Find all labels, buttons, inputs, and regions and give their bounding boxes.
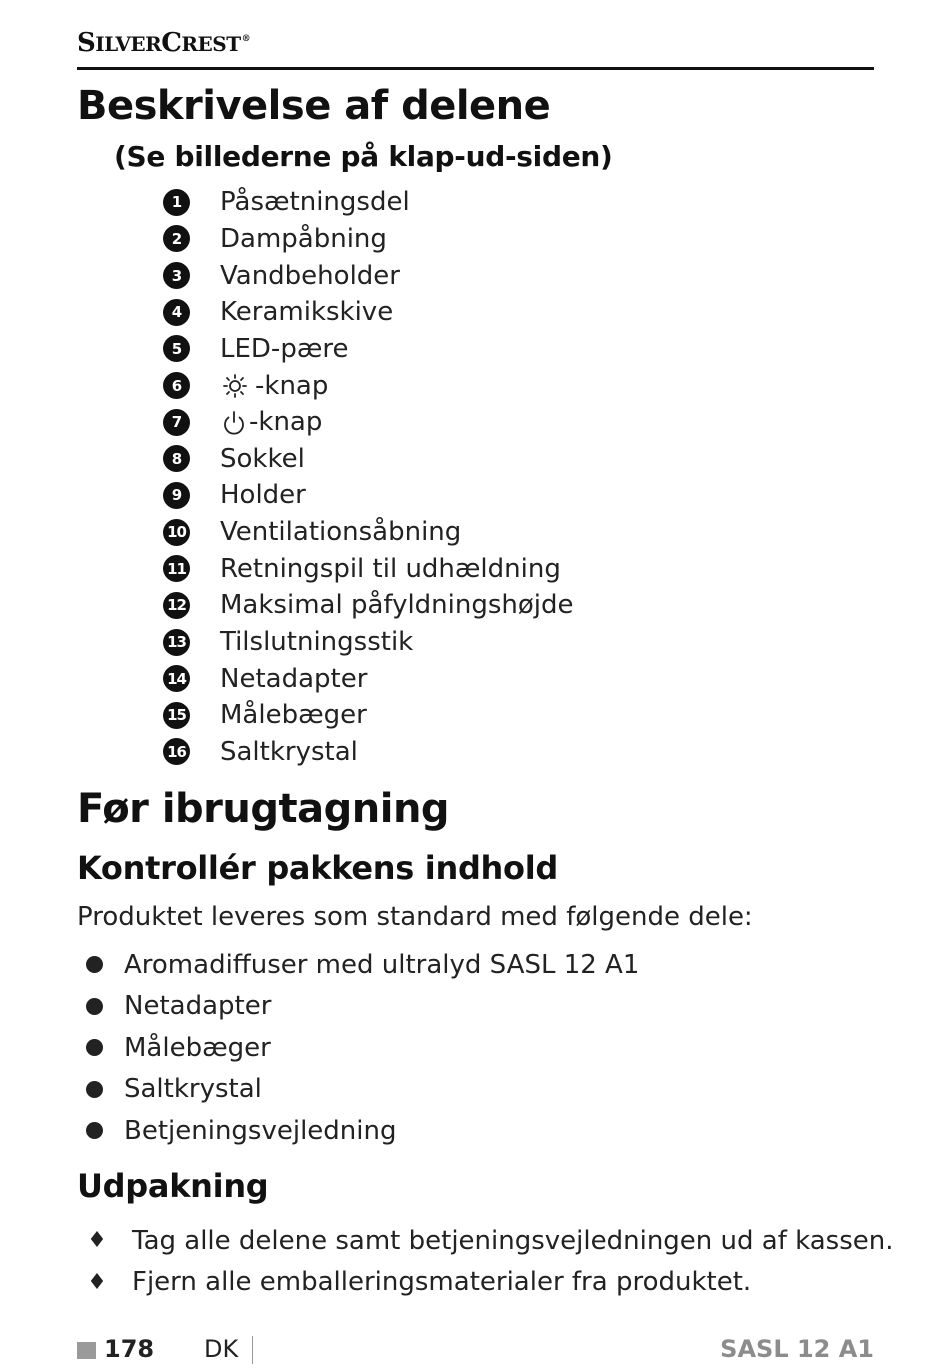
part-number-badge: 5 [163,335,190,362]
part-number-badge: 14 [163,665,190,692]
part-item [163,294,574,331]
part-label: Målebæger [220,700,367,731]
parts-list [163,184,574,770]
part-label: Dampåbning [220,223,387,254]
part-number-badge: 3 [163,262,190,289]
part-label: LED-pære [220,333,349,364]
list-item [86,1069,639,1111]
part-item [163,257,574,294]
section-subtitle-parts: (Se billederne på klap-ud-siden) [114,140,613,173]
list-item-label: Betjeningsvejledning [124,1115,397,1146]
package-contents-list [86,944,639,1152]
page-footer [77,1333,874,1369]
part-number-badge: 8 [163,445,190,472]
part-label: Saltkrystal [220,736,358,767]
part-number-badge: 12 [163,592,190,619]
diamond-bullet-icon: ♦ [87,1269,107,1295]
page-marker-icon [77,1342,96,1359]
list-item [86,944,639,986]
part-label: Maksimal påfyldningshøjde [220,590,574,621]
bullet-icon [86,1122,103,1139]
unpacking-steps-list [86,1220,894,1303]
part-number-badge: 11 [163,555,190,582]
brand-rest-2: REST [181,32,241,56]
diamond-bullet-icon: ♦ [87,1228,107,1254]
part-label: Vandbeholder [220,260,400,291]
step-label: Tag alle delene samt betjeningsvejledningen ud af kassen. [132,1225,894,1256]
registered-mark: ® [241,34,251,45]
part-label-with-icon [220,371,328,401]
part-label: Tilslutningsstik [220,627,414,657]
bullet-icon [86,1039,103,1056]
part-item [163,331,574,368]
bullet-icon [86,998,103,1015]
part-number-badge: 16 [163,738,190,765]
brand-logo [77,28,250,58]
part-item [163,404,574,441]
part-number-badge: 15 [163,702,190,729]
bullet-icon [86,1081,103,1098]
brand-cap-c: C [161,28,182,58]
part-number-badge: 9 [163,482,190,509]
part-item [163,734,574,771]
package-contents-intro: Produktet leveres som standard med følgende dele: [77,902,753,932]
part-item [163,221,574,258]
part-number-badge: 7 [163,409,190,436]
part-item [163,697,574,734]
part-number-badge: 2 [163,225,190,252]
list-item-label: Netadapter [124,991,272,1022]
section-title-before-use: Før ibrugtagning [77,786,450,832]
part-label-with-icon [220,407,322,437]
step-item [86,1220,894,1262]
part-item [163,477,574,514]
power-icon [220,409,248,435]
part-label: -knap [249,407,323,438]
sun-icon [220,373,254,399]
page-number: 178 [104,1335,155,1363]
part-item [163,550,574,587]
part-label: Netadapter [220,663,368,694]
brand-rest-1: ILVER [95,32,162,56]
part-item [163,184,574,221]
part-item [163,440,574,477]
part-label: Retningspil til udhældning [220,553,561,584]
list-item-label: Aromadiffuser med ultralyd SASL 12 A1 [124,949,640,980]
part-number-badge: 1 [163,189,190,216]
section-title-parts: Beskrivelse af delene [77,83,551,129]
part-item [163,367,574,404]
part-number-badge: 4 [163,299,190,326]
part-number-badge: 10 [163,519,190,546]
part-label: Holder [220,480,306,511]
part-number-badge: 13 [163,629,190,656]
part-label: Keramikskive [220,297,394,328]
list-item-label: Saltkrystal [124,1074,262,1105]
header-rule [77,67,874,70]
part-label: Sokkel [220,443,305,474]
subsection-title-package-contents: Kontrollér pakkens indhold [77,849,558,887]
step-item [86,1262,894,1304]
part-item [163,624,574,661]
list-item [86,986,639,1028]
bullet-icon [86,956,103,973]
part-label: Påsætningsdel [220,187,410,218]
list-item [86,1027,639,1069]
part-item [163,587,574,624]
section-title-unpacking: Udpakning [77,1167,269,1205]
footer-divider [252,1336,253,1364]
brand-cap-s: S [77,28,96,58]
part-label: Ventilationsåbning [220,517,462,548]
list-item-label: Målebæger [124,1032,271,1063]
part-item [163,514,574,551]
language-code: DK [204,1335,239,1363]
list-item [86,1110,639,1152]
part-number-badge: 6 [163,372,190,399]
model-number: SASL 12 A1 [720,1335,874,1363]
part-label: -knap [255,370,329,401]
step-label: Fjern alle emballeringsmaterialer fra produktet. [132,1267,752,1298]
part-item [163,660,574,697]
